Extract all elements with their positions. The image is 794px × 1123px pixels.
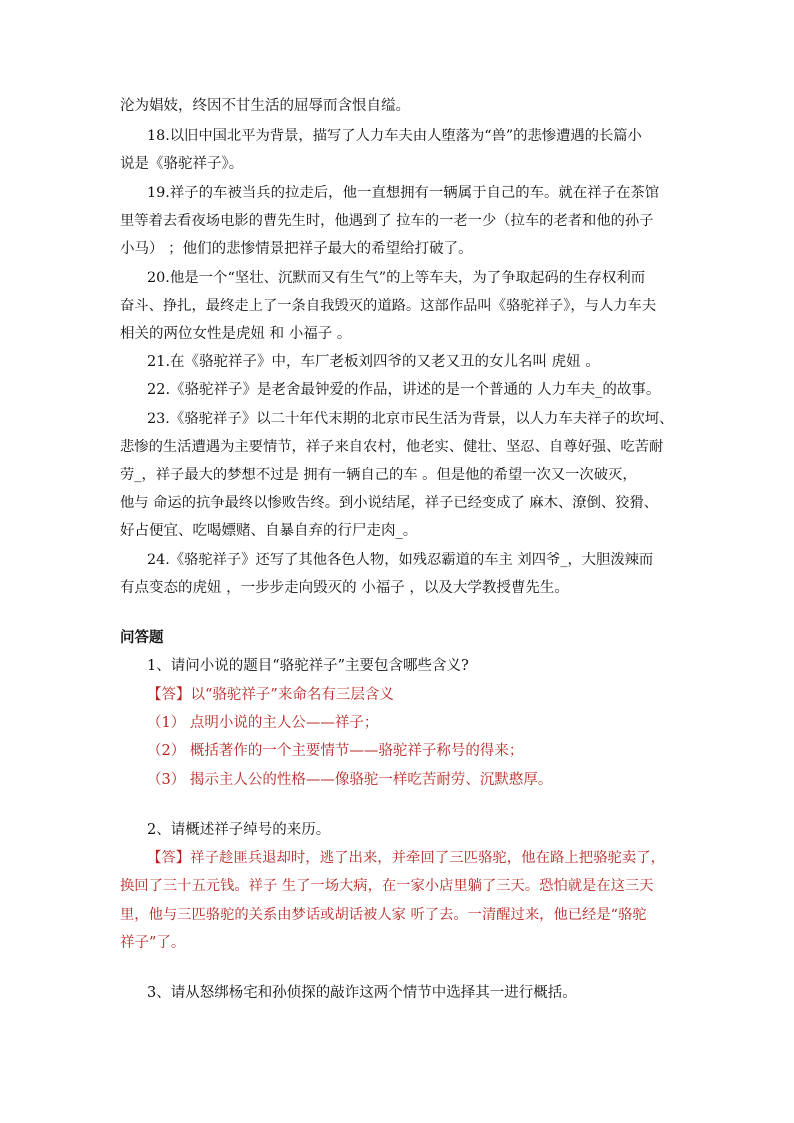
item-21-line: 21.在《骆驼祥子》中，车厂老板刘四爷的又老又丑的女儿名叫 虎妞 。 [147,354,600,370]
item-23-line-5: 好占便宜、吃喝嫖赌、自暴自弃的行尸走肉_。 [120,523,418,539]
text-line-intro: 沦为娼妓，终因不甘生活的屈辱而含恨自缢。 [120,98,410,114]
item-24-line-1: 24.《骆驼祥子》还写了其他各色人物，如残忍霸道的车主 刘四爷_，大胆泼辣而 [147,552,654,568]
item-19-line-1: 19.祥子的车被当兵的拉走后，他一直想拥有一辆属于自己的车。就在祥子在茶馆 [147,185,660,201]
answer-1-point-2: （2） 概括著作的一个主要情节——骆驼祥子称号的得来； [147,743,524,759]
item-23-line-4: 他与 命运的抗争最终以惨败告终。到小说结尾，祥子已经变成了 麻木、潦倒、狡猾、 [120,495,659,511]
item-19-line-3: 小马） ；他们的悲惨情景把祥子最大的希望给打破了。 [120,241,473,257]
item-23-line-3: 劳_，祥子最大的梦想不过是 拥有一辆自己的车 。但是他的希望一次又一次破灭， [120,467,637,483]
item-20-line-3: 相关的两位女性是虎妞 和 小福子 。 [120,326,352,342]
answer-1-point-1: （1） 点明小说的主人公——祥子； [147,715,379,731]
item-22-line: 22.《骆驼祥子》是老舍最钟爱的作品，讲述的是一个普通的 人力车夫_的故事。 [147,382,661,398]
answer-1-point-3: （3） 揭示主人公的性格——像骆驼一样吃苦耐劳、沉默憨厚。 [147,772,553,788]
item-24-line-2: 有点变态的虎妞 ，一步步走向毁灭的 小福子 ，以及大学教授曹先生。 [120,580,569,596]
answer-2-line-1: 【答】祥子趁匪兵退却时，逃了出来，并牵回了三匹骆驼，他在路上把骆驼卖了， [147,850,666,866]
answer-1-intro: 【答】以“骆驼祥子”来命名有三层含义 [147,687,394,703]
question-2: 2、请概述祥子绰号的来历。 [147,822,331,838]
item-18-line-1: 18.以旧中国北平为背景，描写了人力车夫由人堕落为“兽”的悲惨遭遇的长篇小 [147,128,642,144]
answer-2-line-2: 换回了三十五元钱。祥子 生了一场大病，在一家小店里躺了三天。恐怕就是在这三天 [120,878,654,894]
item-23-line-2: 悲惨的生活遭遇为主要情节，祥子来自农村，他老实、健壮、坚忍、自尊好强、吃苦耐 [120,439,664,455]
section-heading-qa: 问答题 [120,629,164,646]
item-23-line-1: 23.《骆驼祥子》以二十年代末期的北京市民生活为背景，以人力车夫祥子的坎坷、 [147,411,674,427]
item-20-line-2: 奋斗、挣扎，最终走上了一条自我毁灭的道路。这部作品叫《骆驼祥子》，与人力车夫 [120,298,657,314]
answer-2-line-4: 祥子”了。 [120,935,186,951]
answer-2-line-3: 里，他与三匹骆驼的关系由梦话或胡话被人家 听了去。一清醒过来，他已经是“骆驼 [120,907,647,923]
question-3: 3、请从怒绑杨宅和孙侦探的敲诈这两个情节中选择其一进行概括。 [147,985,577,1001]
question-1: 1、请问小说的题目“骆驼祥子”主要包含哪些含义? [147,658,469,674]
item-18-line-2: 说是《骆驼祥子》。 [120,156,244,172]
item-19-line-2: 里等着去看夜场电影的曹先生时，他遇到了 拉车的一老一少（拉车的老者和他的孙子 [120,213,654,229]
item-20-line-1: 20.他是一个“坚壮、沉默而又有生气”的上等车夫，为了争取起码的生存权利而 [147,270,646,286]
